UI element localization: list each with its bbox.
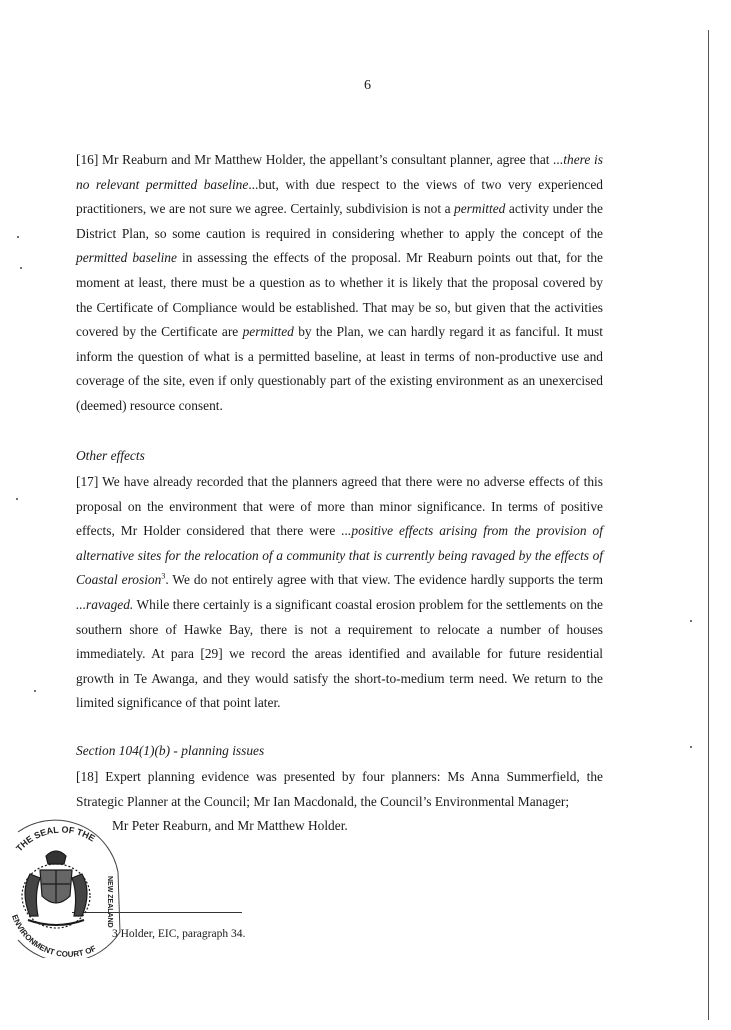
heading-other-effects: Other effects <box>76 448 145 463</box>
para16-text: activity under the District Plan, so some caution is required in considering whether to apply the concept of the <box>76 201 603 241</box>
paragraph-16 <box>76 148 603 419</box>
para17-text: While there certainly is a significant coastal erosion problem for the settlements on the southern shore of Hawke Bay, there is not a requirement to relocate a number of houses immediately. At para [29] we record the areas identified and available for future residential growth in Te Awanga, and they would satisfy the short-to-medium term need. We return to the limited significance of that point later. <box>76 596 603 711</box>
para16-text: in assessing the effects of the proposal. Mr Reaburn points out that, for the moment at least, there must be a question as to whether it is likely that the proposal covered by the Certificate of Compliance would be established. That may be so, but given that the activities covered by the Certificate are <box>76 250 603 340</box>
para16-emphasis: permitted baseline <box>76 250 177 266</box>
scan-speck <box>16 498 18 500</box>
para17-text: [17] We have already recorded that the planners agreed that there were no adverse effects of this proposal on the environment that were of more than minor significance. In terms of positive effects, Mr Holder considered that there were <box>76 474 603 539</box>
para16-text: by the Plan, we can hardly regard it as fanciful. It must inform the question of what is a permitted baseline, at least in terms of non-productive use and coverage of the site, even if only questionably part of the existing environment as an unexercised (deemed) resource consent. <box>76 324 603 413</box>
coat-of-arms-icon <box>22 851 90 928</box>
scan-edge-line <box>708 30 709 1020</box>
scan-speck <box>690 620 692 622</box>
para17-quote: ...ravaged. <box>76 596 134 612</box>
scan-speck <box>690 746 692 748</box>
para16-emphasis: permitted <box>242 324 294 340</box>
para18-text: [18] Expert planning evidence was presented by four planners: Ms Anna Summerfield, the Strategic Planner at the Council; Mr Ian Macdonald, the Council’s Environmental Manager; <box>76 769 603 809</box>
para17-quote: ...positive effects arising from the provision of alternative sites for the relocation of a community that is currently being ravaged by the effects of Coastal erosion <box>76 523 603 588</box>
para16-quote: ...there is no relevant permitted baseline <box>76 152 603 192</box>
footnote: 3 Holder, EIC, paragraph 34. <box>112 928 246 940</box>
para16-emphasis: permitted <box>454 201 506 217</box>
page-number: 6 <box>364 78 371 93</box>
scan-speck <box>17 236 19 238</box>
seal-text-right: NEW ZEALAND <box>106 876 113 928</box>
para16-text: ...but, with due respect to the views of two very experienced practitioners, we are not sure we agree. Certainly, subdivision is not a <box>76 176 603 217</box>
scan-speck <box>34 690 36 692</box>
seal-text-bottom: ENVIRONMENT COURT OF <box>10 913 98 958</box>
heading-section-104: Section 104(1)(b) - planning issues <box>76 743 265 758</box>
para18-text: Mr Peter Reaburn, and Mr Matthew Holder. <box>112 818 348 833</box>
seal-text-top: THE SEAL OF THE <box>14 824 97 854</box>
paragraph-18 <box>76 765 603 814</box>
scan-speck <box>20 267 22 269</box>
para16-text: [16] Mr Reaburn and Mr Matthew Holder, the appellant’s consultant planner, agree that <box>76 152 554 167</box>
footnote-reference: 3 <box>161 571 166 581</box>
court-seal-icon <box>10 812 122 958</box>
para17-text: . We do not entirely agree with that view. The evidence hardly supports the term <box>165 572 603 588</box>
paragraph-18-last-line <box>112 814 592 839</box>
paragraph-17 <box>76 470 603 716</box>
